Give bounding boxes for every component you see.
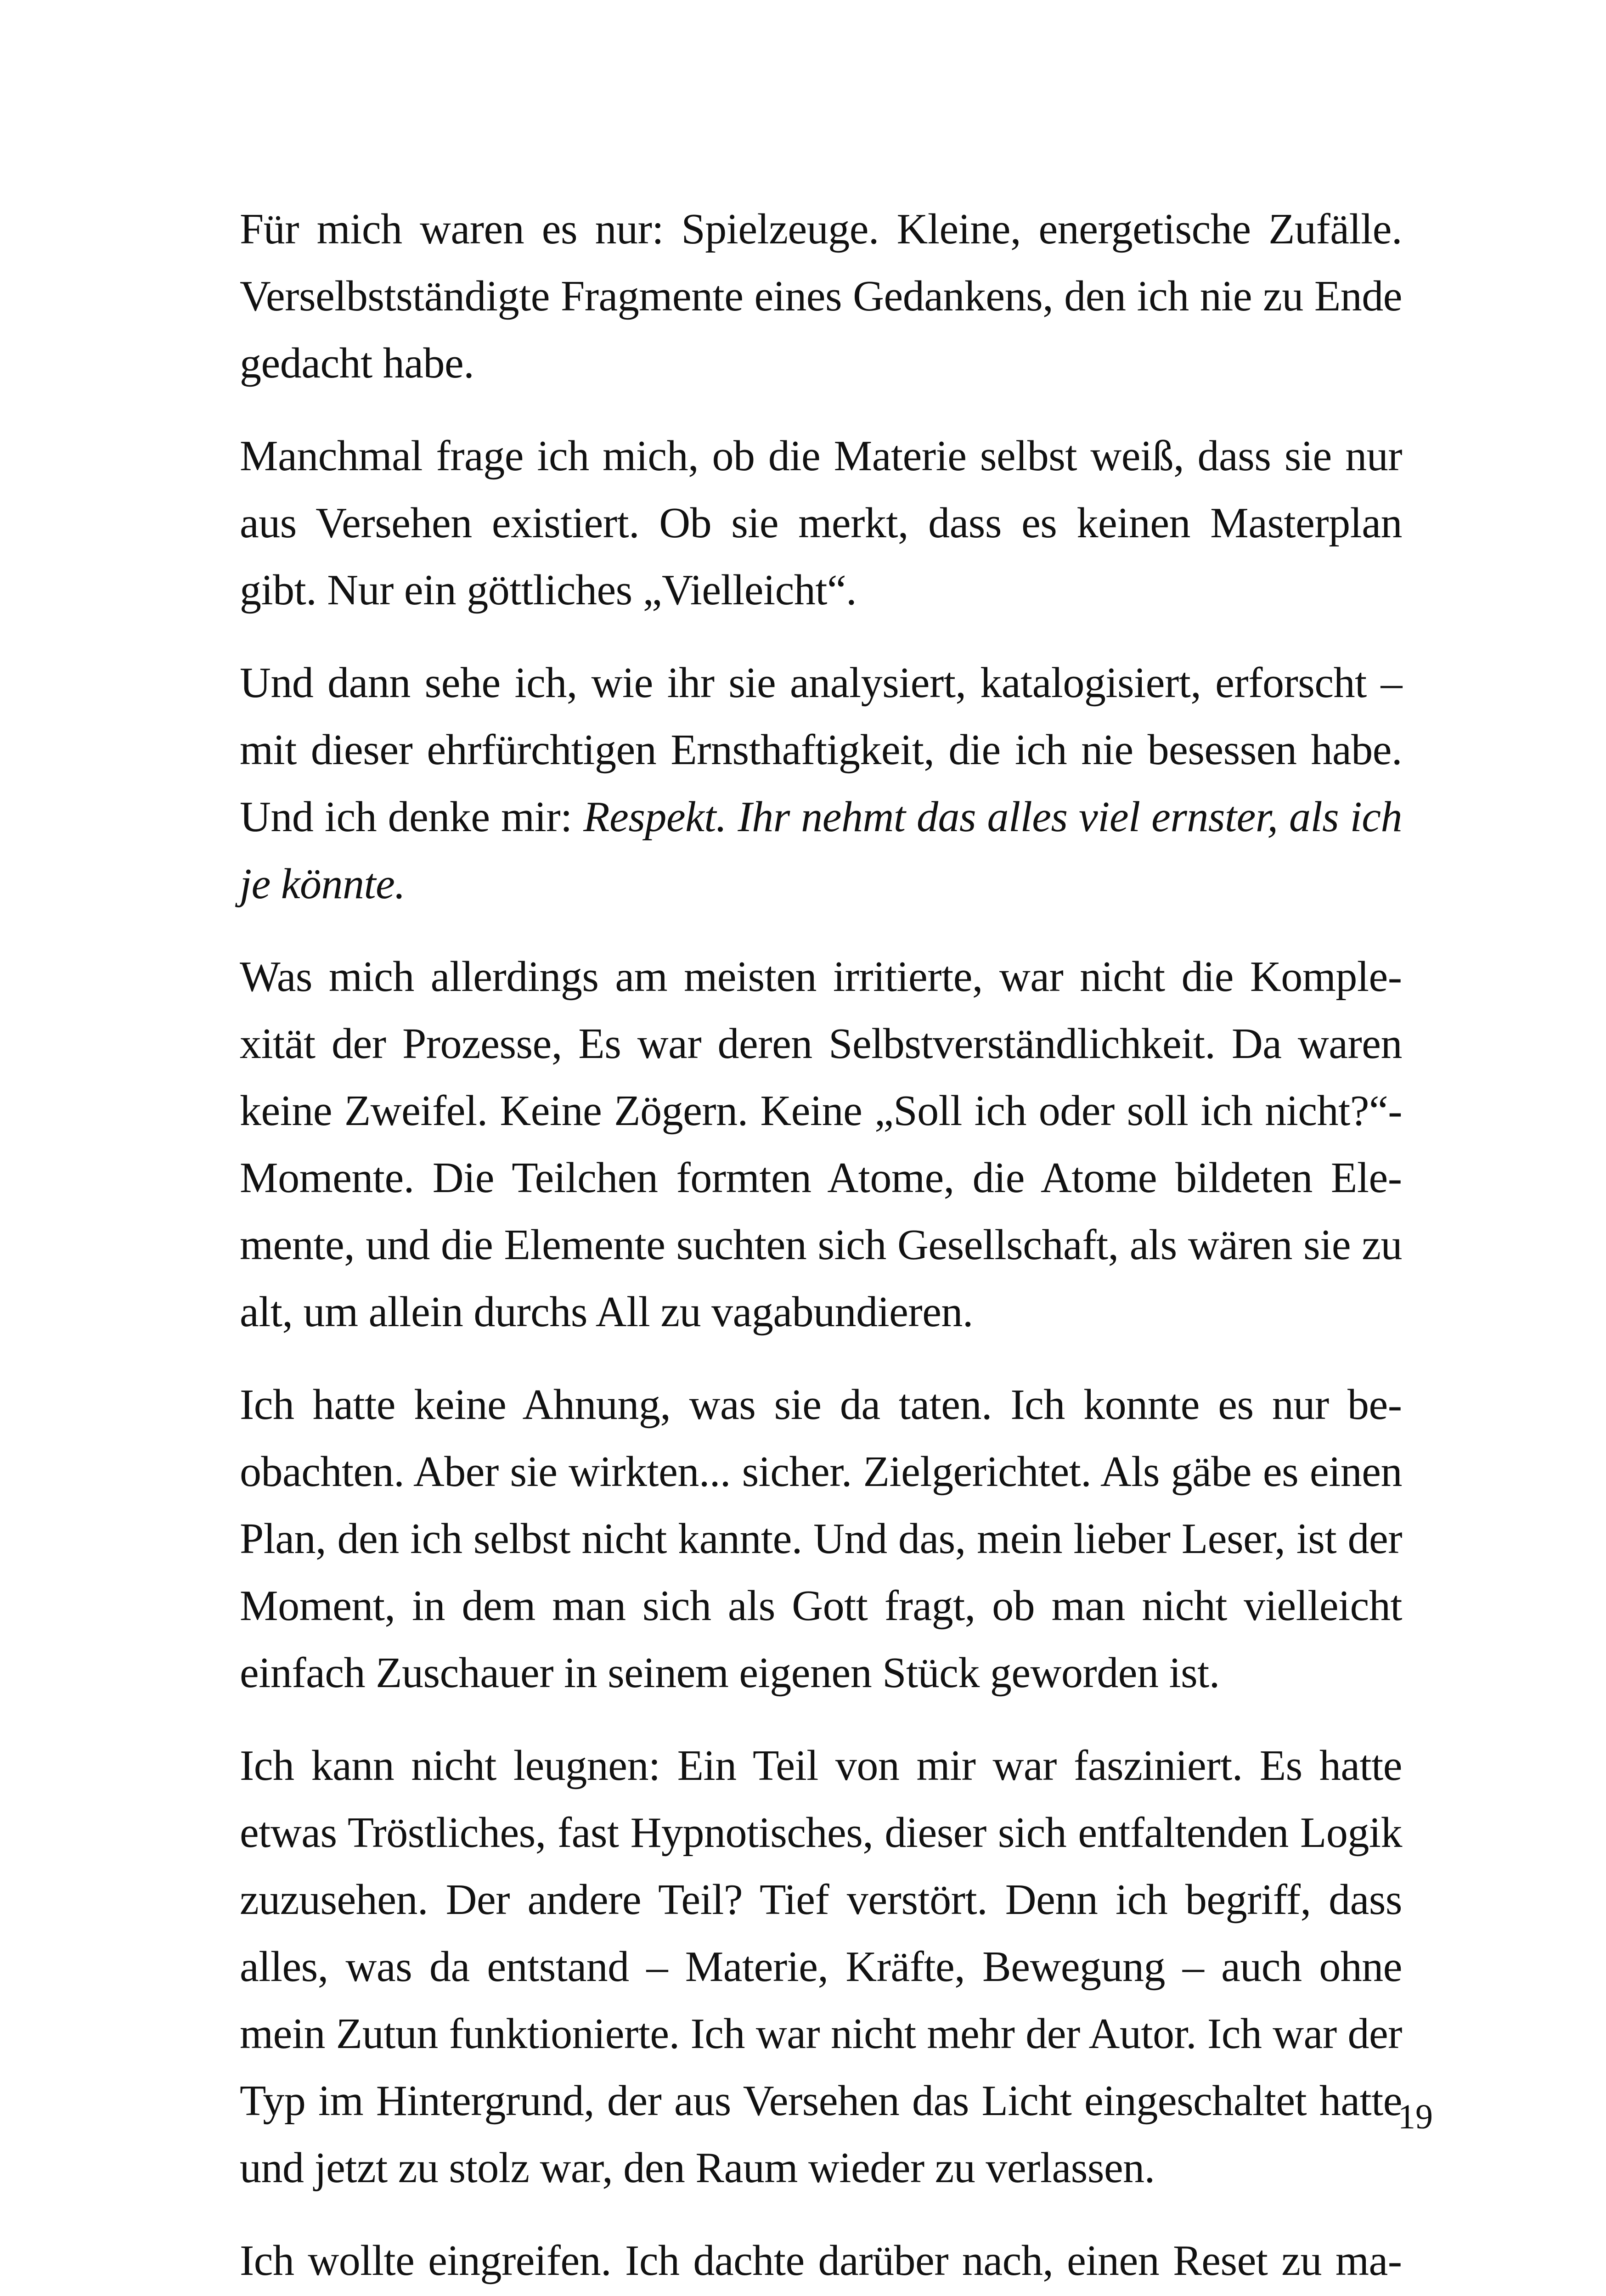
paragraph-4-text: Was mich allerdings am meisten irritierte, war nicht die Komplexität der Prozesse, Es war deren Selbstverständlichkeit. Da waren keine Zweifel. Keine Zögern. Keine „Soll ich oder soll ich nicht?“-Momente. Die Teilchen formten Atome, die Atome bildeten Elemente, und die Elemente suchten sich Gesellschaft, als wären sie zu alt, um allein durchs All zu vagabundieren. — [240, 953, 1402, 1336]
paragraph-2-text: Manchmal frage ich mich, ob die Materie selbst weiß, dass sie nur aus Versehen existiert. Ob sie merkt, dass es keinen Masterplan gibt. Nur ein göttliches „Vielleicht“. — [240, 432, 1402, 614]
paragraph-7 — [240, 2227, 1402, 2296]
paragraph-3-italic: Respekt. Ihr nehmt das alles viel ernster, als ich je könnte. — [240, 793, 1402, 908]
paragraph-1-text: Für mich waren es nur: Spielzeuge. Kleine, energetische Zufälle. Verselbstständigte Fragmente eines Gedankens, den ich nie zu Ende gedacht habe. — [240, 205, 1402, 387]
paragraph-3 — [240, 649, 1402, 917]
paragraph-5 — [240, 1371, 1402, 1706]
paragraph-7-text: Ich wollte eingreifen. Ich dachte darüber nach, einen Reset zu ma — [240, 2237, 1402, 2285]
paragraph-5-text: Ich hatte keine Ahnung, was sie da taten. Ich konnte es nur beobachten. Aber sie wirkten... sicher. Zielgerichtet. Als gäbe es einen Plan, den ich selbst nicht kannte. Und das, mein lieber Leser, ist der Moment, in dem man sich als Gott fragt, ob man nicht vielleicht einfach Zuschauer in seinem eigenen Stück geworden ist. — [240, 1381, 1402, 1697]
paragraph-1 — [240, 196, 1402, 397]
page-number: 19 — [1398, 2098, 1433, 2136]
paragraph-6-text: Ich kann nicht leugnen: Ein Teil von mir war fasziniert. Es hatte etwas Tröstliches, fast Hypnotisches, dieser sich entfaltenden Logik zuzusehen. Der andere Teil? Tief verstört. Denn ich begriff, dass alles, was da entstand – Materie, Kräfte, Bewegung – auch ohne mein Zutun funktionierte. Ich war nicht mehr der Autor. Ich war der Typ im Hintergrund, der aus Versehen das Licht eingeschaltet hatte und jetzt zu stolz war, den Raum wieder zu verlassen. — [240, 1742, 1402, 2192]
paragraph-3-text: Und dann sehe ich, wie ihr sie analysiert, katalogisiert, erforscht – mit dieser ehrfürchtigen Ernsthaftigkeit, die ich nie besessen habe. Und ich denke mir: — [240, 659, 1402, 841]
paragraph-2 — [240, 422, 1402, 624]
paragraph-6 — [240, 1732, 1402, 2201]
paragraph-4 — [240, 943, 1402, 1345]
page-body — [240, 196, 1402, 2296]
